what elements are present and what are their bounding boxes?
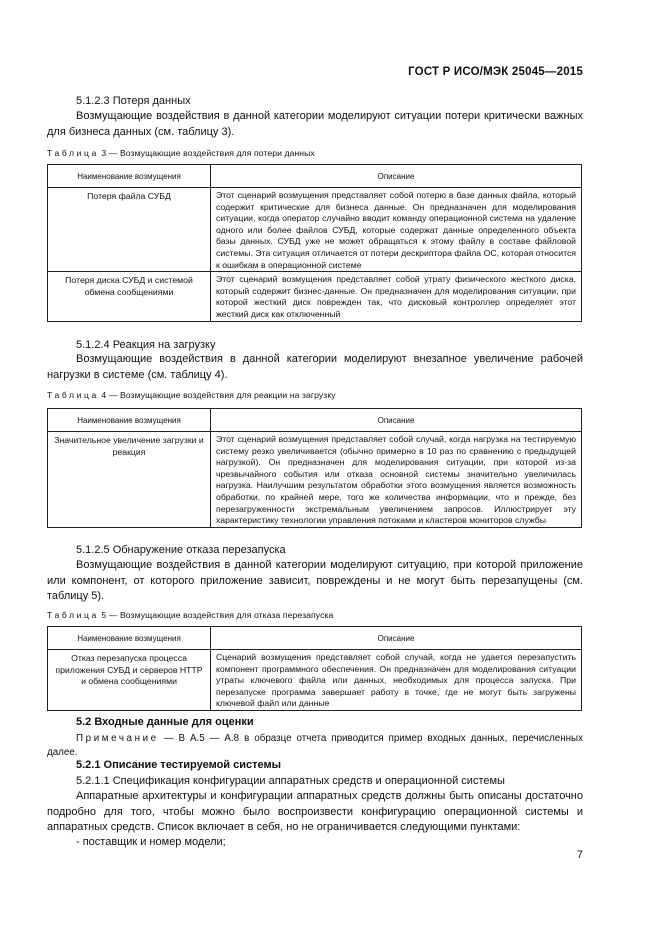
table-3-caption xyxy=(47,148,315,158)
list-item: - поставщик и номер модели; xyxy=(76,836,226,848)
table-row xyxy=(48,650,582,711)
table-4-col-desc-header: Описание xyxy=(211,409,582,432)
table-3-row-2-name: Потеря диска СУБД и системой обмена сообщениями xyxy=(48,272,211,321)
table-5-col-desc-header: Описание xyxy=(211,627,582,650)
table-5 xyxy=(47,626,582,711)
section-5-1-2-5-text: Возмущающие воздействия в данной категории моделируют ситуацию, при которой приложение или компонент, от которого приложение зависит, повреждены и не могут быть перезапущены (см. таблицу 5). xyxy=(47,559,583,603)
note xyxy=(47,732,583,760)
table-3-col-name-header: Наименование возмущения xyxy=(48,165,211,188)
table-4-row-1-desc: Этот сценарий возмущения представляет собой случай, когда нагрузка на тестируемую систему резко увеличивается (обычно примерно в 10 раз по сравнению с предыдущей нагрузкой). Он предназначен для моделирования ситуации, при которой из-за чрезвычайного события или отказа основной системы значительно увеличилась нагрузка. Наилучшим результатом обработки этого возмущения является возможность обработки, по крайней мере, того же количества информации, что и прежде, без перезагруженности экстремальным увеличением запросов. Иллюстрирует эту характеристику технологии управления потоками и кластеров мониторов службы xyxy=(211,432,582,528)
table-4-caption-word: Таблица xyxy=(47,390,99,400)
section-5-2-1-heading: 5.2.1 Описание тестируемой системы xyxy=(76,759,281,771)
table-5-caption-text: 5 — Возмущающие воздействия для отказа перезапуска xyxy=(98,610,334,620)
table-row xyxy=(48,272,582,321)
table-5-col-name-header: Наименование возмущения xyxy=(48,627,211,650)
table-3 xyxy=(47,164,582,322)
section-5-1-2-4-text: Возмущающие воздействия в данной категории моделируют внезапное увеличение рабочей нагрузки в системе (см. таблицу 4). xyxy=(47,353,583,381)
table-3-caption-text: 3 — Возмущающие воздействия для потери данных xyxy=(98,148,315,158)
page-number: 7 xyxy=(576,849,583,861)
standard-header: ГОСТ Р ИСО/МЭК 25045—2015 xyxy=(408,66,583,78)
note-label: Примечание xyxy=(76,733,159,744)
section-5-2-1-1-heading: 5.2.1.1 Спецификация конфигурации аппаратных средств и операционной системы xyxy=(76,775,505,787)
table-3-col-desc-header: Описание xyxy=(211,165,582,188)
table-4-caption-text: 4 — Возмущающие воздействия для реакции на загрузку xyxy=(98,390,336,400)
section-5-2-heading: 5.2 Входные данные для оценки xyxy=(76,716,254,728)
table-4-caption xyxy=(47,390,336,400)
table-4 xyxy=(47,408,582,528)
table-3-row-1-desc: Этот сценарий возмущения представляет собой потерю в базе данных файла, который содержит критические для бизнеса данные. Он предназначен для моделирования ситуации, когда оператор случайно вводит команду операционной система на удаление одного или более файлов СУБД, которые содержат данные определенного объекта базы данных. СУБД уже не может обращаться к этому файлу в составе файловой системы. Эта ситуация отличается от потери дескриптора файла ОС, которая относится к ошибкам в операционной системе xyxy=(211,188,582,272)
table-5-caption-word: Таблица xyxy=(47,610,99,620)
section-5-1-2-3-heading: 5.1.2.3 Потеря данных xyxy=(76,95,191,107)
section-5-1-2-3-text: Возмущающие воздействия в данной категории моделируют ситуации потери критически важных для бизнеса данных (см. таблицу 3). xyxy=(47,110,583,138)
table-5-row-1-name: Отказ перезапуска процесса приложения СУБД и серверов HTTP и обмена сообщениями xyxy=(48,650,211,711)
table-3-caption-word: Таблица xyxy=(47,148,99,158)
section-5-1-2-5-heading: 5.1.2.5 Обнаружение отказа перезапуска xyxy=(76,544,286,556)
table-row xyxy=(48,432,582,528)
table-4-col-name-header: Наименование возмущения xyxy=(48,409,211,432)
section-5-2-1-1-text: Аппаратные архитектуры и конфигурации аппаратных средств должны быть описаны достаточно подробно для того, чтобы можно было воспроизвести конфигурацию операционной системы и аппаратных средств. Список включает в себя, но не ограничивается следующими пунктами: xyxy=(47,790,583,834)
note-text: — В А.5 — А.8 в образце отчета приводится пример входных данных, перечисленных далее. xyxy=(47,733,583,758)
section-5-1-2-4-heading: 5.1.2.4 Реакция на загрузку xyxy=(76,339,216,351)
table-5-caption xyxy=(47,610,333,620)
table-3-row-2-desc: Этот сценарий возмущения представляет собой утрату физического жесткого диска, который содержит бизнес-данные. Он предназначен для моделирования ситуации, при которой жесткий диск поврежден так, что дисковый контроллер определяет этот жесткий диск как отключенный xyxy=(211,272,582,321)
table-4-row-1-name: Значительное увеличение загрузки и реакция xyxy=(48,432,211,528)
table-5-row-1-desc: Сценарий возмущения представляет собой случай, когда не удается перезапустить компонент программного обеспечения. Он предназначен для моделирования ситуации утраты ключевого файла или данных, необходимых для процесса запуска. При перезапуске программа завершает работу в точке, где не могут быть загружены ключевой файл или данные xyxy=(211,650,582,711)
table-row xyxy=(48,188,582,272)
table-3-row-1-name: Потеря файла СУБД xyxy=(48,188,211,272)
